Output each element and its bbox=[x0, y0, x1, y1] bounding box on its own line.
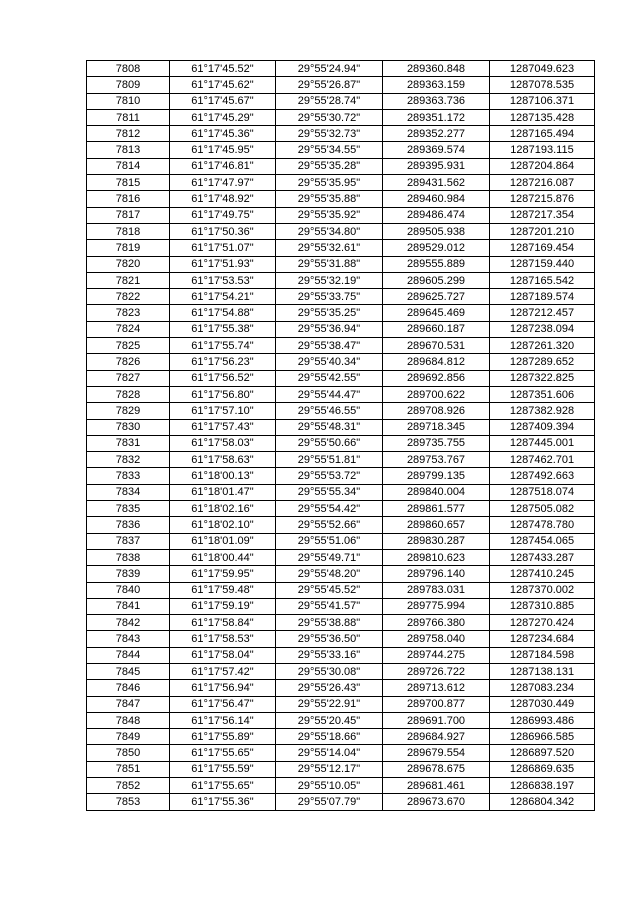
y-coordinate-cell: 1286897.520 bbox=[490, 745, 595, 761]
table-row bbox=[87, 696, 595, 712]
y-coordinate-cell: 1287217.354 bbox=[490, 207, 595, 223]
table-row bbox=[87, 533, 595, 549]
table-row bbox=[87, 272, 595, 288]
point-number-cell: 7836 bbox=[87, 517, 170, 533]
longitude-cell: 29°55'41.57" bbox=[276, 598, 383, 614]
y-coordinate-cell: 1287184.598 bbox=[490, 647, 595, 663]
x-coordinate-cell: 289840.004 bbox=[383, 484, 490, 500]
y-coordinate-cell: 1287505.082 bbox=[490, 501, 595, 517]
latitude-cell: 61°17'50.36" bbox=[170, 223, 276, 239]
y-coordinate-cell: 1287049.623 bbox=[490, 61, 595, 77]
table-row bbox=[87, 93, 595, 109]
latitude-cell: 61°17'54.88" bbox=[170, 305, 276, 321]
x-coordinate-cell: 289645.469 bbox=[383, 305, 490, 321]
point-number-cell: 7832 bbox=[87, 452, 170, 468]
x-coordinate-cell: 289713.612 bbox=[383, 680, 490, 696]
latitude-cell: 61°17'47.97" bbox=[170, 175, 276, 191]
y-coordinate-cell: 1287238.094 bbox=[490, 321, 595, 337]
point-number-cell: 7828 bbox=[87, 386, 170, 402]
point-number-cell: 7825 bbox=[87, 338, 170, 354]
x-coordinate-cell: 289700.877 bbox=[383, 696, 490, 712]
latitude-cell: 61°17'58.63" bbox=[170, 452, 276, 468]
longitude-cell: 29°55'34.55" bbox=[276, 142, 383, 158]
x-coordinate-cell: 289363.736 bbox=[383, 93, 490, 109]
point-number-cell: 7848 bbox=[87, 712, 170, 728]
table-row bbox=[87, 712, 595, 728]
longitude-cell: 29°55'18.66" bbox=[276, 729, 383, 745]
longitude-cell: 29°55'35.28" bbox=[276, 158, 383, 174]
longitude-cell: 29°55'36.94" bbox=[276, 321, 383, 337]
table-row bbox=[87, 631, 595, 647]
y-coordinate-cell: 1287165.542 bbox=[490, 272, 595, 288]
x-coordinate-cell: 289766.380 bbox=[383, 615, 490, 631]
y-coordinate-cell: 1287409.394 bbox=[490, 419, 595, 435]
y-coordinate-cell: 1286804.342 bbox=[490, 794, 595, 810]
point-number-cell: 7843 bbox=[87, 631, 170, 647]
latitude-cell: 61°17'58.53" bbox=[170, 631, 276, 647]
x-coordinate-cell: 289678.675 bbox=[383, 761, 490, 777]
longitude-cell: 29°55'35.25" bbox=[276, 305, 383, 321]
x-coordinate-cell: 289799.135 bbox=[383, 468, 490, 484]
x-coordinate-cell: 289431.562 bbox=[383, 175, 490, 191]
y-coordinate-cell: 1287322.825 bbox=[490, 370, 595, 386]
point-number-cell: 7849 bbox=[87, 729, 170, 745]
table-row bbox=[87, 386, 595, 402]
longitude-cell: 29°55'52.66" bbox=[276, 517, 383, 533]
y-coordinate-cell: 1287215.876 bbox=[490, 191, 595, 207]
y-coordinate-cell: 1287234.684 bbox=[490, 631, 595, 647]
latitude-cell: 61°17'59.19" bbox=[170, 598, 276, 614]
table-row bbox=[87, 484, 595, 500]
table-row bbox=[87, 778, 595, 794]
longitude-cell: 29°55'24.94" bbox=[276, 61, 383, 77]
table-row bbox=[87, 582, 595, 598]
latitude-cell: 61°18'00.13" bbox=[170, 468, 276, 484]
latitude-cell: 61°17'57.10" bbox=[170, 403, 276, 419]
x-coordinate-cell: 289758.040 bbox=[383, 631, 490, 647]
y-coordinate-cell: 1287106.371 bbox=[490, 93, 595, 109]
y-coordinate-cell: 1287370.002 bbox=[490, 582, 595, 598]
longitude-cell: 29°55'48.20" bbox=[276, 566, 383, 582]
x-coordinate-cell: 289700.622 bbox=[383, 386, 490, 402]
point-number-cell: 7808 bbox=[87, 61, 170, 77]
point-number-cell: 7814 bbox=[87, 158, 170, 174]
table-row bbox=[87, 517, 595, 533]
point-number-cell: 7812 bbox=[87, 126, 170, 142]
latitude-cell: 61°17'58.04" bbox=[170, 647, 276, 663]
y-coordinate-cell: 1287382.928 bbox=[490, 403, 595, 419]
latitude-cell: 61°17'51.07" bbox=[170, 240, 276, 256]
longitude-cell: 29°55'50.66" bbox=[276, 435, 383, 451]
longitude-cell: 29°55'55.34" bbox=[276, 484, 383, 500]
x-coordinate-cell: 289735.755 bbox=[383, 435, 490, 451]
longitude-cell: 29°55'26.43" bbox=[276, 680, 383, 696]
longitude-cell: 29°55'32.73" bbox=[276, 126, 383, 142]
x-coordinate-cell: 289753.767 bbox=[383, 452, 490, 468]
point-number-cell: 7820 bbox=[87, 256, 170, 272]
x-coordinate-cell: 289505.938 bbox=[383, 223, 490, 239]
latitude-cell: 61°17'59.48" bbox=[170, 582, 276, 598]
table-row bbox=[87, 663, 595, 679]
point-number-cell: 7839 bbox=[87, 566, 170, 582]
x-coordinate-cell: 289352.277 bbox=[383, 126, 490, 142]
point-number-cell: 7831 bbox=[87, 435, 170, 451]
point-number-cell: 7823 bbox=[87, 305, 170, 321]
x-coordinate-cell: 289810.623 bbox=[383, 549, 490, 565]
latitude-cell: 61°17'49.75" bbox=[170, 207, 276, 223]
latitude-cell: 61°17'56.94" bbox=[170, 680, 276, 696]
point-number-cell: 7833 bbox=[87, 468, 170, 484]
y-coordinate-cell: 1287310.885 bbox=[490, 598, 595, 614]
coordinates-table bbox=[86, 60, 595, 811]
y-coordinate-cell: 1287083.234 bbox=[490, 680, 595, 696]
point-number-cell: 7829 bbox=[87, 403, 170, 419]
table-row bbox=[87, 321, 595, 337]
longitude-cell: 29°55'40.34" bbox=[276, 354, 383, 370]
point-number-cell: 7852 bbox=[87, 778, 170, 794]
x-coordinate-cell: 289796.140 bbox=[383, 566, 490, 582]
point-number-cell: 7815 bbox=[87, 175, 170, 191]
table-row bbox=[87, 370, 595, 386]
x-coordinate-cell: 289660.187 bbox=[383, 321, 490, 337]
table-row bbox=[87, 647, 595, 663]
y-coordinate-cell: 1287159.440 bbox=[490, 256, 595, 272]
point-number-cell: 7841 bbox=[87, 598, 170, 614]
point-number-cell: 7851 bbox=[87, 761, 170, 777]
y-coordinate-cell: 1287135.428 bbox=[490, 109, 595, 125]
latitude-cell: 61°17'56.23" bbox=[170, 354, 276, 370]
point-number-cell: 7837 bbox=[87, 533, 170, 549]
y-coordinate-cell: 1287454.065 bbox=[490, 533, 595, 549]
table-row bbox=[87, 223, 595, 239]
latitude-cell: 61°17'51.93" bbox=[170, 256, 276, 272]
y-coordinate-cell: 1287518.074 bbox=[490, 484, 595, 500]
latitude-cell: 61°17'55.38" bbox=[170, 321, 276, 337]
y-coordinate-cell: 1286838.197 bbox=[490, 778, 595, 794]
y-coordinate-cell: 1286869.635 bbox=[490, 761, 595, 777]
point-number-cell: 7826 bbox=[87, 354, 170, 370]
longitude-cell: 29°55'10.05" bbox=[276, 778, 383, 794]
point-number-cell: 7818 bbox=[87, 223, 170, 239]
point-number-cell: 7830 bbox=[87, 419, 170, 435]
table-row bbox=[87, 501, 595, 517]
point-number-cell: 7819 bbox=[87, 240, 170, 256]
y-coordinate-cell: 1287030.449 bbox=[490, 696, 595, 712]
latitude-cell: 61°17'54.21" bbox=[170, 289, 276, 305]
longitude-cell: 29°55'12.17" bbox=[276, 761, 383, 777]
longitude-cell: 29°55'51.06" bbox=[276, 533, 383, 549]
point-number-cell: 7817 bbox=[87, 207, 170, 223]
latitude-cell: 61°17'45.36" bbox=[170, 126, 276, 142]
y-coordinate-cell: 1287189.574 bbox=[490, 289, 595, 305]
x-coordinate-cell: 289860.657 bbox=[383, 517, 490, 533]
x-coordinate-cell: 289555.889 bbox=[383, 256, 490, 272]
latitude-cell: 61°18'00.44" bbox=[170, 549, 276, 565]
x-coordinate-cell: 289744.275 bbox=[383, 647, 490, 663]
latitude-cell: 61°17'56.14" bbox=[170, 712, 276, 728]
y-coordinate-cell: 1286966.585 bbox=[490, 729, 595, 745]
longitude-cell: 29°55'31.88" bbox=[276, 256, 383, 272]
latitude-cell: 61°17'56.80" bbox=[170, 386, 276, 402]
point-number-cell: 7824 bbox=[87, 321, 170, 337]
longitude-cell: 29°55'30.08" bbox=[276, 663, 383, 679]
table-row bbox=[87, 240, 595, 256]
x-coordinate-cell: 289486.474 bbox=[383, 207, 490, 223]
y-coordinate-cell: 1287410.245 bbox=[490, 566, 595, 582]
latitude-cell: 61°18'01.09" bbox=[170, 533, 276, 549]
table-row bbox=[87, 794, 595, 810]
longitude-cell: 29°55'38.47" bbox=[276, 338, 383, 354]
coordinates-table-body bbox=[87, 61, 595, 811]
x-coordinate-cell: 289363.159 bbox=[383, 77, 490, 93]
longitude-cell: 29°55'14.04" bbox=[276, 745, 383, 761]
y-coordinate-cell: 1287478.780 bbox=[490, 517, 595, 533]
table-row bbox=[87, 729, 595, 745]
table-row bbox=[87, 435, 595, 451]
point-number-cell: 7813 bbox=[87, 142, 170, 158]
x-coordinate-cell: 289830.287 bbox=[383, 533, 490, 549]
x-coordinate-cell: 289605.299 bbox=[383, 272, 490, 288]
longitude-cell: 29°55'51.81" bbox=[276, 452, 383, 468]
x-coordinate-cell: 289861.577 bbox=[383, 501, 490, 517]
table-row bbox=[87, 305, 595, 321]
point-number-cell: 7811 bbox=[87, 109, 170, 125]
y-coordinate-cell: 1287445.001 bbox=[490, 435, 595, 451]
x-coordinate-cell: 289692.856 bbox=[383, 370, 490, 386]
longitude-cell: 29°55'35.88" bbox=[276, 191, 383, 207]
point-number-cell: 7845 bbox=[87, 663, 170, 679]
y-coordinate-cell: 1287261.320 bbox=[490, 338, 595, 354]
table-row bbox=[87, 175, 595, 191]
table-row bbox=[87, 403, 595, 419]
table-row bbox=[87, 452, 595, 468]
latitude-cell: 61°17'45.67" bbox=[170, 93, 276, 109]
y-coordinate-cell: 1287270.424 bbox=[490, 615, 595, 631]
table-row bbox=[87, 566, 595, 582]
y-coordinate-cell: 1287351.606 bbox=[490, 386, 595, 402]
longitude-cell: 29°55'28.74" bbox=[276, 93, 383, 109]
table-row bbox=[87, 256, 595, 272]
table-row bbox=[87, 207, 595, 223]
latitude-cell: 61°18'02.10" bbox=[170, 517, 276, 533]
table-row bbox=[87, 468, 595, 484]
latitude-cell: 61°17'45.95" bbox=[170, 142, 276, 158]
x-coordinate-cell: 289673.670 bbox=[383, 794, 490, 810]
table-row bbox=[87, 615, 595, 631]
point-number-cell: 7827 bbox=[87, 370, 170, 386]
y-coordinate-cell: 1287289.652 bbox=[490, 354, 595, 370]
longitude-cell: 29°55'33.16" bbox=[276, 647, 383, 663]
table-row bbox=[87, 191, 595, 207]
y-coordinate-cell: 1287433.287 bbox=[490, 549, 595, 565]
point-number-cell: 7853 bbox=[87, 794, 170, 810]
latitude-cell: 61°17'55.65" bbox=[170, 778, 276, 794]
y-coordinate-cell: 1287201.210 bbox=[490, 223, 595, 239]
x-coordinate-cell: 289684.927 bbox=[383, 729, 490, 745]
point-number-cell: 7822 bbox=[87, 289, 170, 305]
table-row bbox=[87, 158, 595, 174]
point-number-cell: 7847 bbox=[87, 696, 170, 712]
latitude-cell: 61°18'02.16" bbox=[170, 501, 276, 517]
point-number-cell: 7835 bbox=[87, 501, 170, 517]
table-row bbox=[87, 142, 595, 158]
longitude-cell: 29°55'46.55" bbox=[276, 403, 383, 419]
x-coordinate-cell: 289679.554 bbox=[383, 745, 490, 761]
longitude-cell: 29°55'48.31" bbox=[276, 419, 383, 435]
latitude-cell: 61°17'56.52" bbox=[170, 370, 276, 386]
x-coordinate-cell: 289783.031 bbox=[383, 582, 490, 598]
latitude-cell: 61°17'59.95" bbox=[170, 566, 276, 582]
latitude-cell: 61°17'45.62" bbox=[170, 77, 276, 93]
y-coordinate-cell: 1287216.087 bbox=[490, 175, 595, 191]
x-coordinate-cell: 289670.531 bbox=[383, 338, 490, 354]
x-coordinate-cell: 289708.926 bbox=[383, 403, 490, 419]
table-row bbox=[87, 598, 595, 614]
latitude-cell: 61°17'55.74" bbox=[170, 338, 276, 354]
x-coordinate-cell: 289351.172 bbox=[383, 109, 490, 125]
y-coordinate-cell: 1286993.486 bbox=[490, 712, 595, 728]
x-coordinate-cell: 289529.012 bbox=[383, 240, 490, 256]
latitude-cell: 61°17'45.52" bbox=[170, 61, 276, 77]
point-number-cell: 7816 bbox=[87, 191, 170, 207]
longitude-cell: 29°55'34.80" bbox=[276, 223, 383, 239]
table-row bbox=[87, 61, 595, 77]
latitude-cell: 61°17'57.43" bbox=[170, 419, 276, 435]
table-row bbox=[87, 77, 595, 93]
point-number-cell: 7809 bbox=[87, 77, 170, 93]
y-coordinate-cell: 1287138.131 bbox=[490, 663, 595, 679]
longitude-cell: 29°55'07.79" bbox=[276, 794, 383, 810]
y-coordinate-cell: 1287212.457 bbox=[490, 305, 595, 321]
y-coordinate-cell: 1287169.454 bbox=[490, 240, 595, 256]
latitude-cell: 61°17'58.03" bbox=[170, 435, 276, 451]
longitude-cell: 29°55'44.47" bbox=[276, 386, 383, 402]
y-coordinate-cell: 1287193.115 bbox=[490, 142, 595, 158]
table-row bbox=[87, 549, 595, 565]
x-coordinate-cell: 289625.727 bbox=[383, 289, 490, 305]
latitude-cell: 61°17'46.81" bbox=[170, 158, 276, 174]
table-row bbox=[87, 289, 595, 305]
x-coordinate-cell: 289691.700 bbox=[383, 712, 490, 728]
y-coordinate-cell: 1287492.663 bbox=[490, 468, 595, 484]
y-coordinate-cell: 1287078.535 bbox=[490, 77, 595, 93]
point-number-cell: 7840 bbox=[87, 582, 170, 598]
longitude-cell: 29°55'35.95" bbox=[276, 175, 383, 191]
table-row bbox=[87, 354, 595, 370]
point-number-cell: 7846 bbox=[87, 680, 170, 696]
longitude-cell: 29°55'49.71" bbox=[276, 549, 383, 565]
point-number-cell: 7810 bbox=[87, 93, 170, 109]
x-coordinate-cell: 289395.931 bbox=[383, 158, 490, 174]
point-number-cell: 7850 bbox=[87, 745, 170, 761]
point-number-cell: 7844 bbox=[87, 647, 170, 663]
point-number-cell: 7821 bbox=[87, 272, 170, 288]
table-row bbox=[87, 338, 595, 354]
y-coordinate-cell: 1287462.701 bbox=[490, 452, 595, 468]
longitude-cell: 29°55'42.55" bbox=[276, 370, 383, 386]
latitude-cell: 61°17'48.92" bbox=[170, 191, 276, 207]
table-row bbox=[87, 109, 595, 125]
y-coordinate-cell: 1287204.864 bbox=[490, 158, 595, 174]
x-coordinate-cell: 289726.722 bbox=[383, 663, 490, 679]
longitude-cell: 29°55'53.72" bbox=[276, 468, 383, 484]
longitude-cell: 29°55'36.50" bbox=[276, 631, 383, 647]
latitude-cell: 61°17'58.84" bbox=[170, 615, 276, 631]
latitude-cell: 61°17'45.29" bbox=[170, 109, 276, 125]
longitude-cell: 29°55'26.87" bbox=[276, 77, 383, 93]
table-row bbox=[87, 745, 595, 761]
point-number-cell: 7838 bbox=[87, 549, 170, 565]
longitude-cell: 29°55'45.52" bbox=[276, 582, 383, 598]
longitude-cell: 29°55'35.92" bbox=[276, 207, 383, 223]
longitude-cell: 29°55'54.42" bbox=[276, 501, 383, 517]
x-coordinate-cell: 289718.345 bbox=[383, 419, 490, 435]
x-coordinate-cell: 289360.848 bbox=[383, 61, 490, 77]
x-coordinate-cell: 289775.994 bbox=[383, 598, 490, 614]
longitude-cell: 29°55'20.45" bbox=[276, 712, 383, 728]
latitude-cell: 61°17'55.89" bbox=[170, 729, 276, 745]
x-coordinate-cell: 289460.984 bbox=[383, 191, 490, 207]
longitude-cell: 29°55'32.19" bbox=[276, 272, 383, 288]
x-coordinate-cell: 289369.574 bbox=[383, 142, 490, 158]
latitude-cell: 61°17'53.53" bbox=[170, 272, 276, 288]
point-number-cell: 7834 bbox=[87, 484, 170, 500]
x-coordinate-cell: 289681.461 bbox=[383, 778, 490, 794]
latitude-cell: 61°18'01.47" bbox=[170, 484, 276, 500]
x-coordinate-cell: 289684.812 bbox=[383, 354, 490, 370]
longitude-cell: 29°55'38.88" bbox=[276, 615, 383, 631]
latitude-cell: 61°17'55.59" bbox=[170, 761, 276, 777]
table-row bbox=[87, 680, 595, 696]
latitude-cell: 61°17'56.47" bbox=[170, 696, 276, 712]
table-row bbox=[87, 126, 595, 142]
latitude-cell: 61°17'55.36" bbox=[170, 794, 276, 810]
latitude-cell: 61°17'57.42" bbox=[170, 663, 276, 679]
table-row bbox=[87, 761, 595, 777]
longitude-cell: 29°55'30.72" bbox=[276, 109, 383, 125]
longitude-cell: 29°55'33.75" bbox=[276, 289, 383, 305]
table-row bbox=[87, 419, 595, 435]
latitude-cell: 61°17'55.65" bbox=[170, 745, 276, 761]
longitude-cell: 29°55'32.61" bbox=[276, 240, 383, 256]
y-coordinate-cell: 1287165.494 bbox=[490, 126, 595, 142]
longitude-cell: 29°55'22.91" bbox=[276, 696, 383, 712]
point-number-cell: 7842 bbox=[87, 615, 170, 631]
